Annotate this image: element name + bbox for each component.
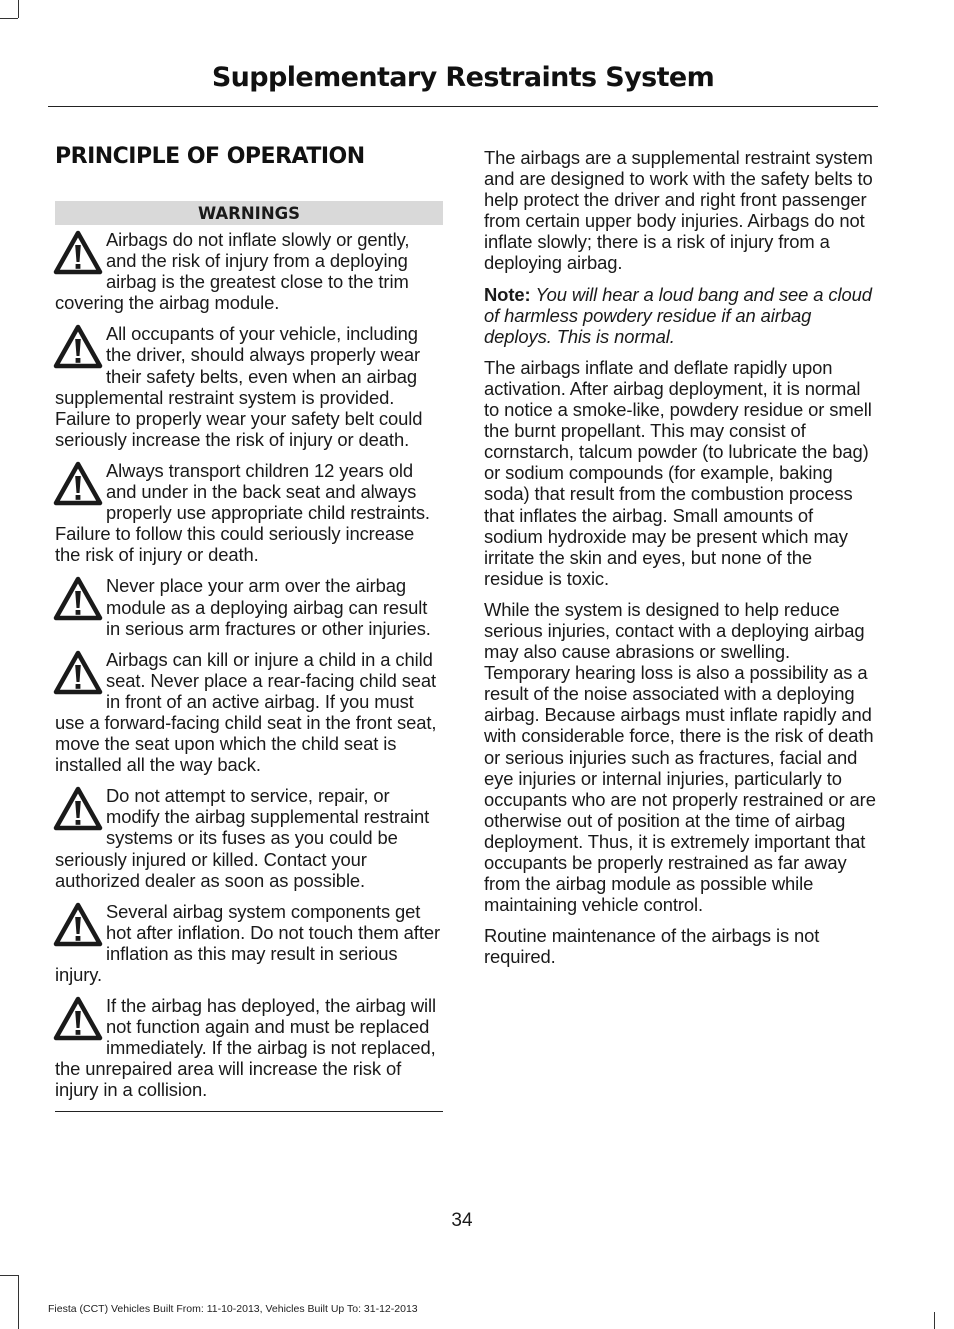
page-header [48,58,878,107]
warning-item [55,575,443,638]
warning-text: If the airbag has deployed, the airbag will not function again and must be replaced immediately. If the airbag is not replaced, the unrepaired area will increase the risk of injury in a collision. [55,995,437,1101]
warning-item [55,785,443,890]
warning-item [55,649,443,776]
warning-text: Do not attempt to service, repair, or modify the airbag supplemental restraint systems or its fuses as you could be seriously injured or killed. Contact your authorized dealer as soon as possible. [55,785,430,891]
note [484,284,876,347]
warnings-divider [55,1111,443,1112]
crop-mark [0,18,18,19]
crop-mark [18,1275,19,1329]
note-text: You will hear a loud bang and see a cloud of harmless powdery residue if an airbag deploys. This is normal. [484,283,872,347]
footer-text: Fiesta (CCT) Vehicles Built From: 11-10-2013, Vehicles Built Up To: 31-12-2013 [48,1303,418,1315]
warning-text: Never place your arm over the airbag module as a deploying airbag can result in serious arm fractures or other injuries. [106,575,431,639]
crop-mark [18,0,19,18]
warning-item [55,460,443,565]
warning-text: All occupants of your vehicle, including the driver, should always properly wear their safety belts, even when an airbag supplemental restraint system is provided. Failure to properly wear your safety belt could seriously increase the risk of injury or death. [55,323,423,450]
warnings-list [55,229,443,1101]
warning-item [55,901,443,985]
section-heading: PRINCIPLE OF OPERATION [55,144,365,169]
warning-text: Several airbag system components get hot after inflation. Do not touch them after inflation as this may result in serious injury. [55,900,440,985]
paragraph: Routine maintenance of the airbags is not required. [484,925,820,968]
page-number: 34 [451,1210,473,1231]
page-title: Supplementary Restraints System [211,62,715,93]
paragraph: The airbags inflate and deflate rapidly upon activation. After airbag deployment, it is normal to notice a smoke-like, powdery residue or smell the burnt propellant. This may consist of cornstarch, talcum powder (to lubricate the bag) or sodium compounds (for example, baking soda) that result from the combustion process that inflates the airbag. Small amounts of sodium hydroxide may be present which may irritate the skin and eyes, but none of the residue is toxic. [484,356,872,589]
warning-item [55,229,443,313]
paragraph: While the system is designed to help reduce serious injuries, contact with a deploying airbag may also cause abrasions or swelling. Temporary hearing loss is also a possibility as a result of the noise associated with a deploying airbag. Because airbags must inflate rapidly and with considerable force, there is the risk of death or serious injuries such as fractures, facial and eye injuries or internal injuries, particularly to occupants who are not properly restrained or are otherwise out of position at the time of airbag deployment. Thus, it is extremely important that occupants be properly restrained as far away from the airbag module as possible while maintaining vehicle control. [484,598,876,916]
paragraph: The airbags are a supplemental restraint system and are designed to work with the safety belts to help protect the driver and right front passenger from certain upper body injuries. Airbags do not inflate slowly; there is a risk of injury from a deploying airbag. [484,147,873,274]
warning-item [55,995,443,1100]
warnings-label: WARNINGS [55,201,443,225]
warning-text: Airbags can kill or injure a child in a child seat. Never place a rear-facing child seat in front of an active airbag. If you must use a forward-facing child seat in the front seat, move the seat upon which the child seat is installed all the way back. [55,648,437,776]
crop-mark [0,1275,18,1276]
warning-item [55,323,443,450]
crop-mark [934,1312,935,1329]
warning-text: Always transport children 12 years old and under in the back seat and always properly use appropriate child restraints. Failure to follow this could seriously increase the risk of injury or death. [55,459,430,566]
left-column [55,144,443,1112]
note-label: Note: [484,283,531,305]
warning-text: Airbags do not inflate slowly or gently, and the risk of injury from a deploying airbag is the greatest close to the trim covering the airbag module. [55,229,410,314]
right-column [484,147,876,977]
